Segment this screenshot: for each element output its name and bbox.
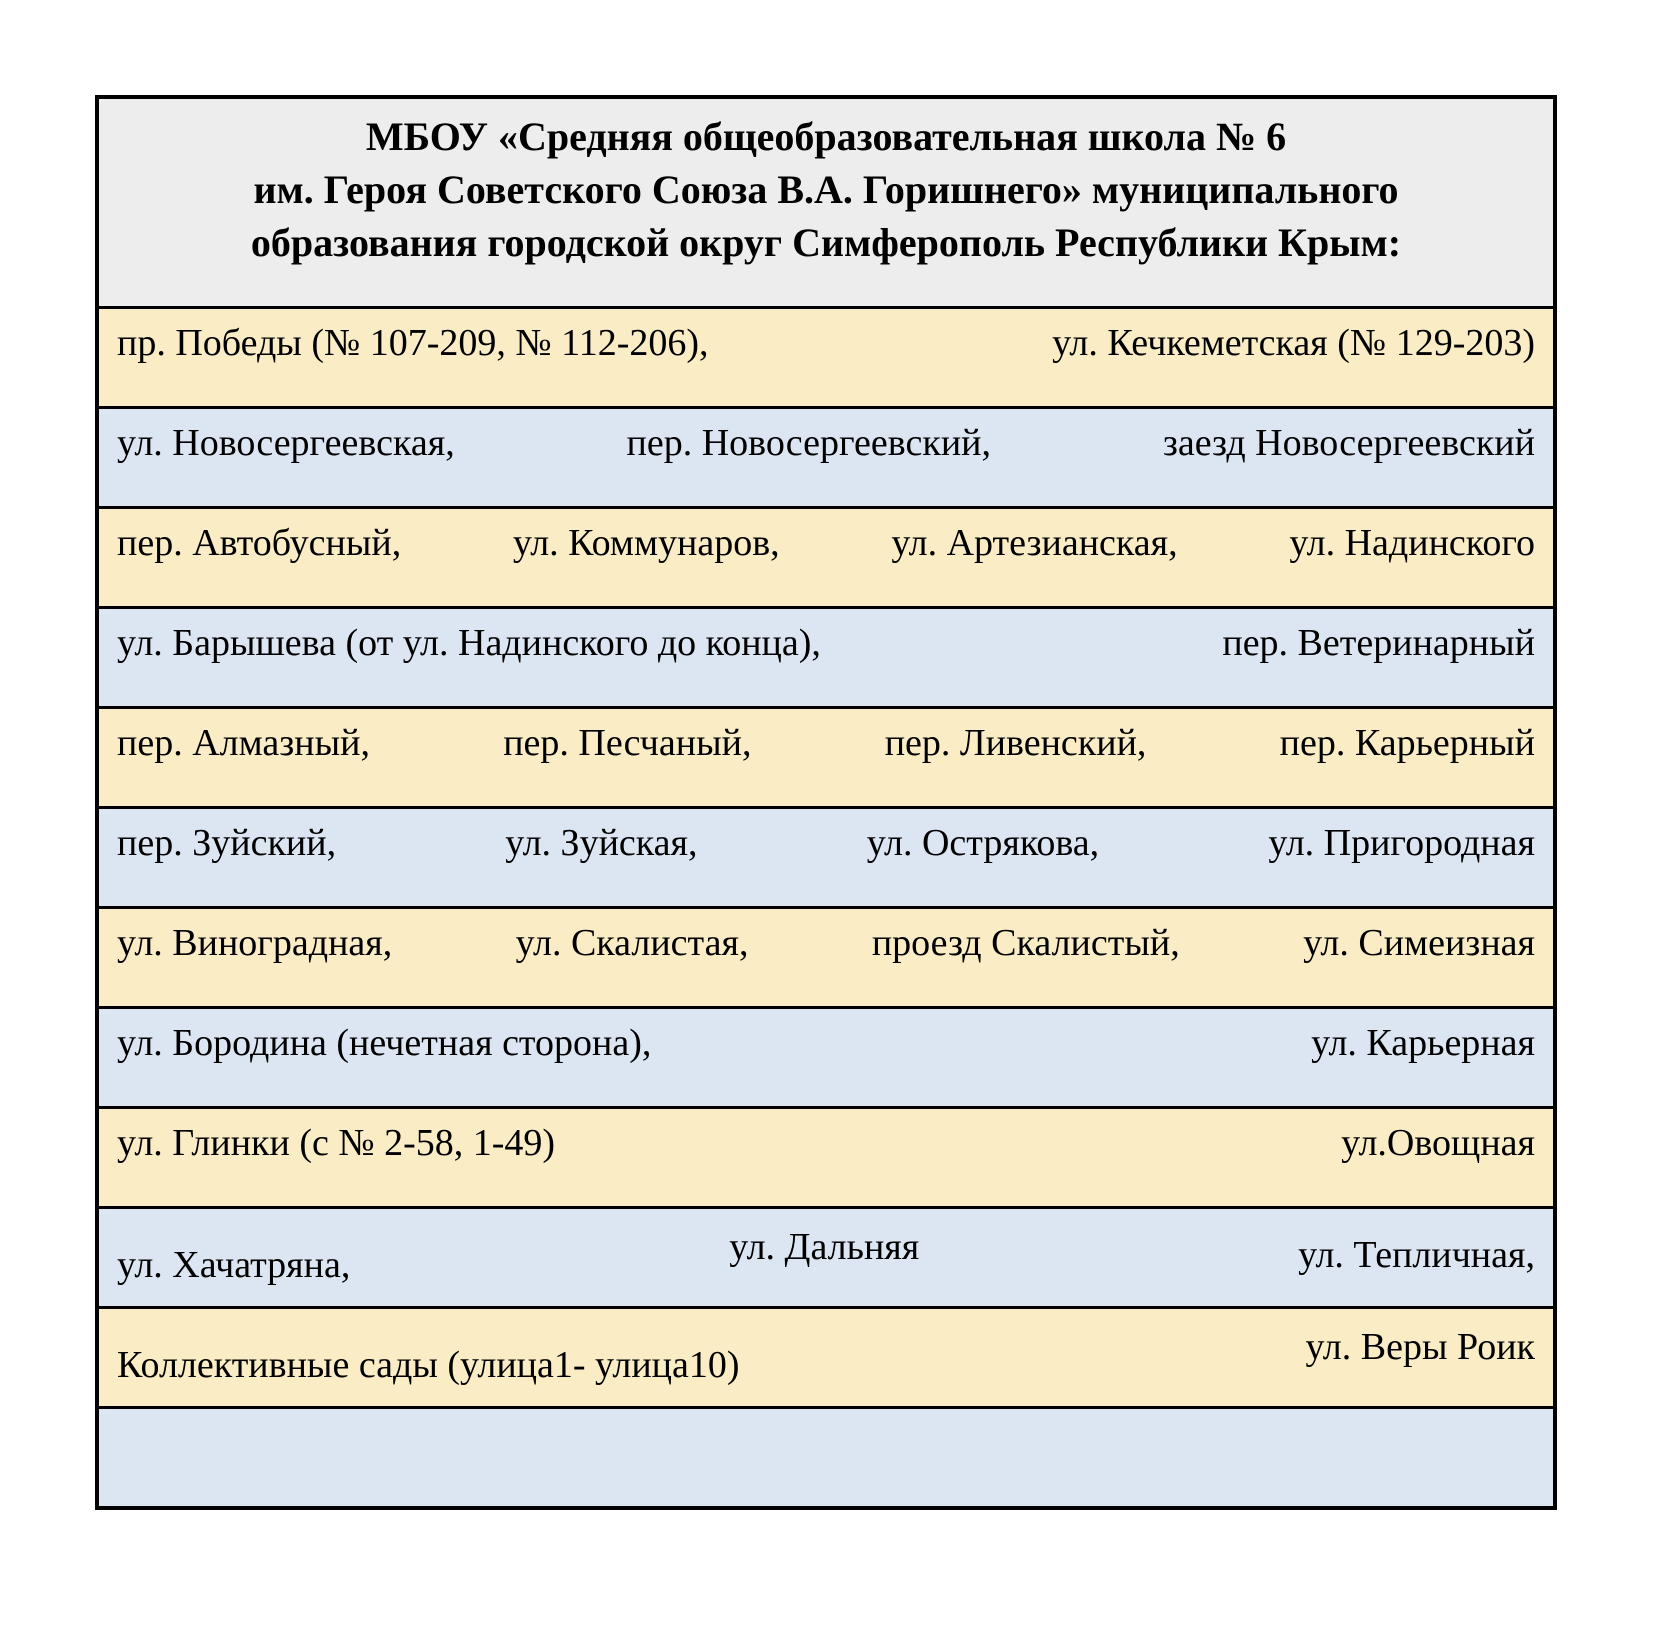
table-row-8 [99,1006,1553,1106]
street-item: ул. Карьерная [1311,1022,1535,1064]
street-item: пер. Новосергеевский, [626,422,992,464]
table-row-9 [99,1106,1553,1206]
table-row-5 [99,706,1553,806]
header-line-3: образования городской округ Симферополь Республики Крым: [250,219,1402,265]
table-row-1 [99,306,1553,406]
header-line-1: МБОУ «Средняя общеобразовательная школа № 6 [365,114,1287,159]
street-item: ул. Виноградная, [117,922,393,964]
street-item: проезд Скалистый, [871,922,1180,964]
table-row-6 [99,806,1553,906]
street-item: ул. Зуйская, [505,822,698,864]
table-row-2 [99,406,1553,506]
table-header [99,99,1553,306]
street-item: пр. Победы (№ 107-209, № 112-206), [117,322,709,364]
street-item: пер. Автобусный, [117,522,402,564]
school-streets-table [95,95,1557,1510]
street-item: ул. Хачатряна, [117,1244,351,1286]
street-item: пер. Алмазный, [117,722,370,764]
street-item: ул. Симеизная [1303,922,1535,964]
table-row-11 [99,1306,1553,1406]
street-item: пер. Песчаный, [503,722,752,764]
street-item: пер. Карьерный [1279,722,1535,764]
street-item: заезд Новосергеевский [1162,422,1535,464]
street-item: Коллективные сады (улица1- улица10) [117,1344,740,1386]
street-item: ул. Бородина (нечетная сторона), [117,1022,652,1064]
header-line-2: им. Героя Советского Союза В.А. Горишнего» муниципального [253,166,1399,212]
street-item: ул. Глинки (с № 2-58, 1-49) [117,1122,556,1164]
street-item: ул. Тепличная, [1298,1234,1535,1276]
street-item: ул. Артезианская, [891,522,1178,564]
table-row-4 [99,606,1553,706]
street-item: ул. Барышева (от ул. Надинского до конца), [117,622,821,664]
street-item: ул. Дальняя [729,1226,920,1268]
street-item: ул. Скалистая, [515,922,749,964]
street-item: ул. Кечкеметская (№ 129-203) [1052,322,1535,364]
table-row-12-empty [99,1406,1553,1506]
street-item: ул. Острякова, [866,822,1100,864]
street-item: ул. Веры Роик [1305,1326,1535,1368]
table-row-3 [99,506,1553,606]
street-item: ул.Овощная [1341,1122,1535,1164]
table-row-7 [99,906,1553,1006]
street-item: ул. Надинского [1289,522,1535,564]
street-item: ул. Коммунаров, [512,522,780,564]
street-item: пер. Ветеринарный [1222,622,1535,664]
street-item: пер. Зуйский, [117,822,337,864]
table-row-10 [99,1206,1553,1306]
street-item: ул. Пригородная [1268,822,1535,864]
street-item: пер. Ливенский, [884,722,1147,764]
street-item: ул. Новосергеевская, [117,422,455,464]
